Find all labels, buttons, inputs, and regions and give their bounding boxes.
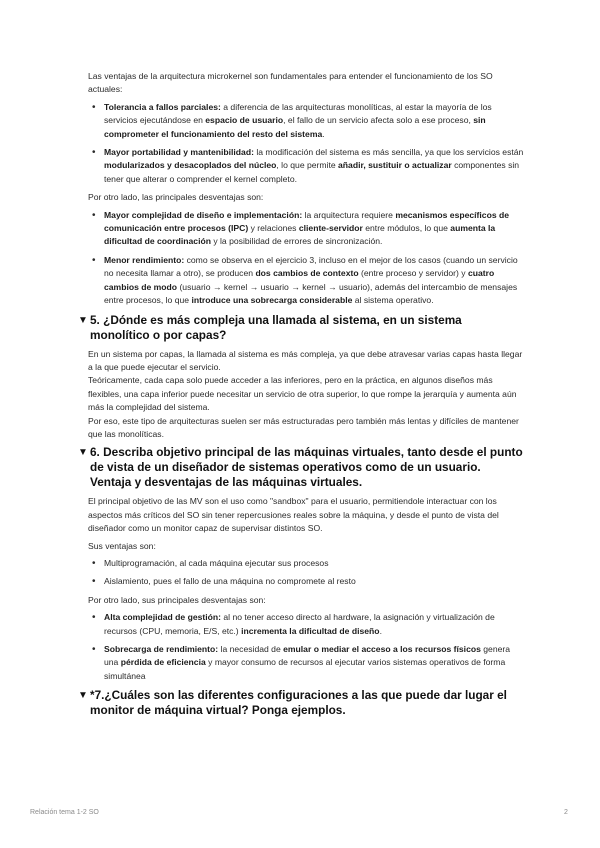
footer-page-number: 2 — [564, 809, 568, 816]
emphasis: cuatro cambios de modo — [104, 268, 495, 292]
toggle-triangle-icon[interactable]: ▼ — [78, 447, 88, 459]
answer-paragraph: Por eso, este tipo de arquitecturas suelen ser más estructuradas pero también más lentas y difíciles de mantener que las monolíticas. — [88, 415, 519, 439]
item-lead: Alta complejidad de gestión: — [104, 612, 221, 623]
disadvantages-intro: Por otro lado, las principales desventajas son: — [88, 192, 264, 203]
microkernel-advantages-list — [88, 101, 524, 186]
question-5-answer — [88, 348, 524, 442]
vm-objective-paragraph: El principal objetivo de las MV son el uso como "sandbox" para el usuario, permitiendole interactuar con los aspectos más críticos del SO sin tener repercusiones reales sobre la máquina, y desde el punto de vista del diseñador como un monitor capaz de supervisar distintos SO. — [88, 496, 499, 534]
question-5-title: 5. ¿Dónde es más compleja una llamada al sistema, en un sistema monolítico o por capas? — [90, 312, 462, 342]
list-item: • Sobrecarga de rendimiento: la necesidad de emular o mediar el acceso a los recursos físicos genera una pérdida de eficiencia y mayor consumo de recursos al ejecutar varios sistemas operativos de forma simultánea — [104, 643, 524, 683]
emphasis: espacio de usuario — [205, 115, 284, 126]
emphasis: añadir, sustituir o actualizar — [338, 160, 452, 171]
toggle-triangle-icon[interactable]: ▼ — [78, 690, 88, 702]
list-item: • Multiprogramación, al cada máquina ejecutar sus procesos — [104, 557, 524, 570]
answer-paragraph: Teóricamente, cada capa solo puede acceder a las inferiores, pero en la práctica, en algunos diseños más flexibles, una capa inferior puede necesitar un servicio de otra superior, lo que rompe la jerarquía y aumenta aún más la complejidad del sistema. — [88, 375, 517, 413]
list-item: • Mayor portabilidad y mantenibilidad: la modificación del sistema es más sencilla, ya que los servicios están modularizados y desacoplados del núcleo, lo que permite añadir, sustituir o actualizar componentes sin tener que alterar o comprender el kernel completo. — [104, 146, 524, 186]
list-item: • Aislamiento, pues el fallo de una máquina no compromete al resto — [104, 575, 524, 588]
emphasis: introduce una sobrecarga considerable — [191, 295, 353, 306]
vm-advantages-list — [88, 557, 524, 589]
item-lead: Sobrecarga de rendimiento: — [104, 644, 219, 654]
question-6-title: 6. Describa objetivo principal de las máquinas virtuales, tanto desde el punto de vista de un diseñador de sistemas operativos como de un usuario. Ventaja y desventajas de las máquinas virtuales. — [90, 445, 523, 490]
emphasis: mecanismos específicos de comunicación entre procesos (IPC) — [104, 209, 510, 234]
vm-disadvantages-list — [88, 611, 524, 683]
list-item: • Alta complejidad de gestión: al no tener acceso directo al hardware, la asignación y virtualización de recursos (CPU, memoria, E/S, etc.) incrementa la dificultad de diseño. — [104, 611, 524, 638]
emphasis: pérdida de eficiencia — [120, 657, 206, 668]
question-7-heading — [78, 688, 524, 718]
list-item: • Tolerancia a fallos parciales: a diferencia de las arquitecturas monolíticas, al estar la mayoría de los servicios ejecutándose en espacio de usuario, el fallo de un servicio afecta solo a ese proceso, sin comprometer el funcionamiento del resto del sistema. — [104, 101, 524, 141]
vm-advantages-intro: Sus ventajas son: — [88, 540, 156, 551]
answer-paragraph: En un sistema por capas, la llamada al sistema es más compleja, ya que debe atravesar varias capas hasta llegar a la que puede ejecutar el servicio. — [88, 348, 523, 372]
intro-paragraph: Las ventajas de la arquitectura microkernel son fundamentales para entender el funcionamiento de los SO actuales: — [88, 71, 493, 95]
emphasis: aumenta la dificultad de coordinación — [104, 223, 496, 247]
emphasis: modularizados y desacoplados del núcleo — [104, 160, 277, 171]
emphasis: emular o mediar el acceso a los recursos físicos — [283, 644, 481, 654]
page-content — [78, 70, 524, 723]
question-6-heading — [78, 445, 524, 490]
toggle-triangle-icon[interactable]: ▼ — [78, 314, 88, 326]
item-lead: Mayor portabilidad y mantenibilidad: — [104, 147, 254, 158]
vm-disadvantages-intro: Por otro lado, sus principales desventajas son: — [88, 594, 266, 605]
microkernel-disadvantages-list — [88, 209, 524, 308]
item-lead: Tolerancia a fallos parciales: — [104, 101, 221, 112]
footer-document-title: Relación tema 1-2 SO — [30, 809, 99, 816]
question-5-heading — [78, 313, 524, 343]
list-item: • Menor rendimiento: como se observa en el ejercicio 3, incluso en el mejor de los casos (cuando un servicio no necesita llamar a otro), se producen dos cambios de contexto (entre proceso y servidor) y cuatro cambios de modo (usuario → kernel → usuario → kernel → usuario), además del intercambio de mensajes entre procesos, lo que introduce una sobrecarga considerable al sistema operativo. — [104, 254, 524, 308]
emphasis: sin comprometer el funcionamiento del resto del sistema — [104, 115, 486, 139]
list-item: • Mayor complejidad de diseño e implementación: la arquitectura requiere mecanismos específicos de comunicación entre procesos (IPC) y relaciones cliente-servidor entre módulos, lo que aumenta la dificultad de coordinación y la posibilidad de errores de sincronización. — [104, 209, 524, 249]
item-lead: Menor rendimiento: — [104, 254, 185, 265]
emphasis: dos cambios de contexto — [255, 268, 359, 279]
item-lead: Mayor complejidad de diseño e implementación: — [104, 209, 303, 220]
question-7-title: *7.¿Cuáles son las diferentes configuraciones a las que puede dar lugar el monitor de máquina virtual? Ponga ejemplos. — [90, 688, 507, 718]
emphasis: incrementa la dificultad de diseño — [241, 625, 380, 636]
emphasis: cliente-servidor — [298, 223, 363, 234]
